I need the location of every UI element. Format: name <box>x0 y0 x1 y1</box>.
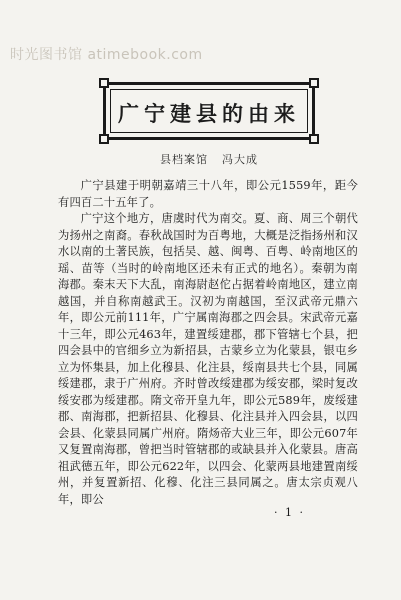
title-frame <box>103 82 315 140</box>
frame-corner <box>309 134 319 144</box>
page-number: · 1 · <box>274 506 305 519</box>
author-name: 冯大成 <box>222 153 258 166</box>
frame-corner <box>99 78 109 88</box>
article-title: 广宁建县的由来 <box>118 101 300 126</box>
author-org: 县档案馆 <box>160 153 208 166</box>
frame-corner <box>309 78 319 88</box>
paragraph: 广宁县建于明朝嘉靖三十八年，即公元1559年，距今有四百二十五年了。 <box>58 179 358 209</box>
watermark: 时光图书馆 atimebook.com <box>10 47 203 63</box>
article-body <box>58 178 358 508</box>
author-line <box>160 151 258 167</box>
paragraph: 广宁这个地方，唐虞时代为南交。夏、商、周三个朝代为扬州之南裔。春秋战国时为百粤地，大概是泛指扬州和汉水以南的土著民族，包括吴、越、闽粤、百粤、岭南地区的瑶、苗等（当时的岭南地区还未有正式的地名）。秦朝为南海郡。秦末天下大乱，南海尉赵佗占据着岭南地区，建立南越国，并自称南越武王。汉初为南越国，至汉武帝元鼎六年，即公元前111年，广宁属南海郡之四会县。宋武帝元嘉十三年，即公元463年，建置绥建郡，郡下管辖七个县，把四会县中的官细乡立为新招县，古蒙乡立为化蒙县，银屯乡立为怀集县，加上化穆县、化注县，绥南县共七个县，同属绥建郡，隶于广州府。齐时曾改绥建郡为绥安郡，梁时复改绥安郡为绥建郡。隋文帝开皇九年，即公元589年，废绥建郡、南海郡，把新招县、化穆县、化注县并入四会县，以四会县、化蒙县同属广州府。隋炀帝大业三年，即公元607年又复置南海郡，曾把当时管辖郡的或缺县并入化蒙县。唐高祖武德五年，即公元622年，以四会、化蒙两县地建置南绥州，并复置新招、化穆、化注三县同属之。唐太宗贞观八年，即公 <box>58 212 358 506</box>
frame-corner <box>99 134 109 144</box>
